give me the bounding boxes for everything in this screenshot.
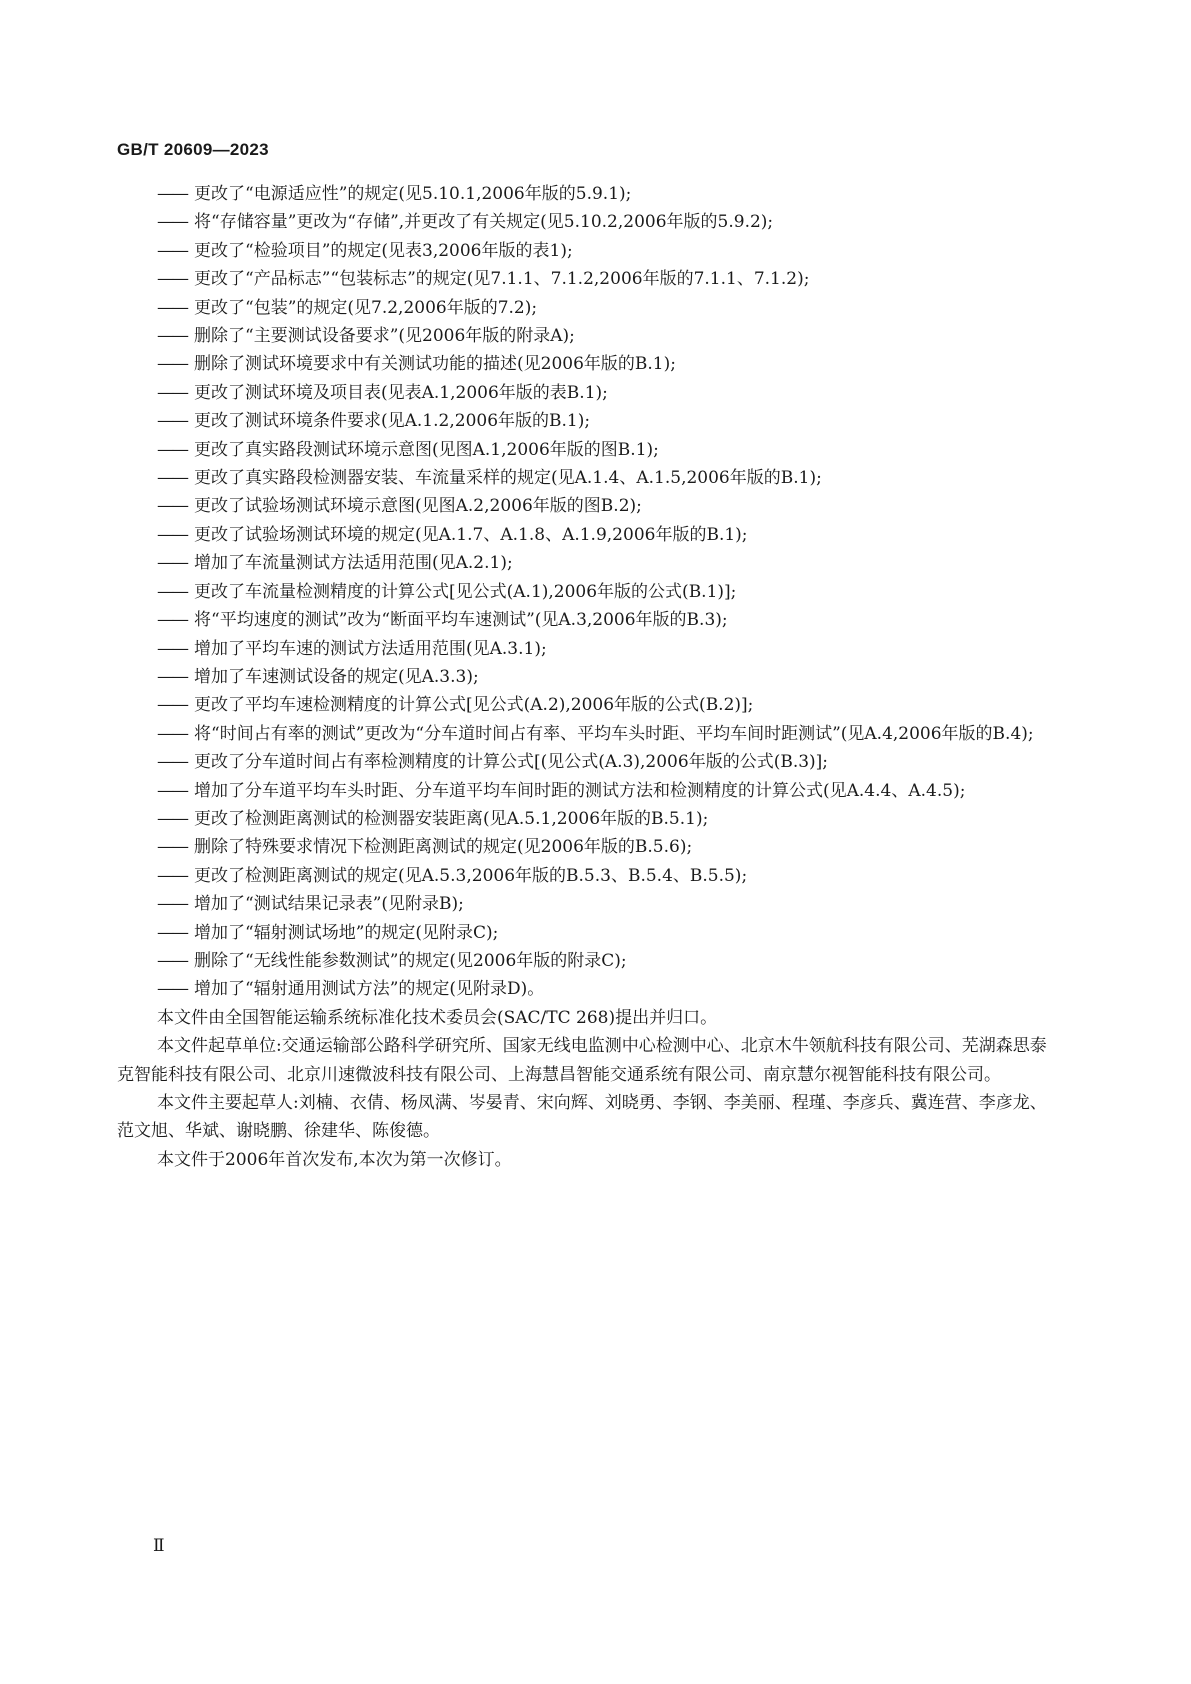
list-item [117, 521, 1059, 549]
dash-marker: —— [157, 865, 187, 886]
dash-marker: —— [157, 326, 187, 347]
dash-marker: —— [157, 950, 187, 971]
dash-marker: —— [157, 524, 187, 545]
change-text: 更改了真实路段测试环境示意图(见图A.1,2006年版的图B.1); [194, 439, 659, 460]
list-item [117, 975, 1059, 1003]
change-text: 将“存储容量”更改为“存储”,并更改了有关规定(见5.10.2,2006年版的5.9.2); [194, 212, 774, 233]
dash-marker: —— [157, 638, 187, 659]
list-item [117, 720, 1059, 748]
list-item [117, 294, 1059, 322]
dash-marker: —— [157, 666, 187, 687]
dash-marker: —— [157, 979, 187, 1000]
drafting-units-paragraph: 本文件起草单位:交通运输部公路科学研究所、国家无线电监测中心检测中心、北京木牛领航科技有限公司、芜湖森思泰克智能科技有限公司、北京川速微波科技有限公司、上海慧昌智能交通系统有限公司、南京慧尔视智能科技有限公司。 [117, 1036, 1047, 1085]
list-item [117, 237, 1059, 265]
dash-marker: —— [157, 240, 187, 261]
dash-marker: —— [157, 808, 187, 829]
drafters-paragraph: 本文件主要起草人:刘楠、衣倩、杨凤满、岑晏青、宋向辉、刘晓勇、李钢、李美丽、程瑾、李彦兵、冀连营、李彦龙、范文旭、华斌、谢晓鹏、徐建华、陈俊德。 [117, 1093, 1047, 1142]
change-text: 更改了车流量检测精度的计算公式[见公式(A.1),2006年版的公式(B.1)]; [194, 581, 737, 602]
change-text: 删除了测试环境要求中有关测试功能的描述(见2006年版的B.1); [194, 354, 676, 375]
dash-marker: —— [157, 439, 187, 460]
list-item [117, 180, 1059, 208]
committee-paragraph: 本文件由全国智能运输系统标准化技术委员会(SAC/TC 268)提出并归口。 [157, 1007, 718, 1028]
change-text: 将“平均速度的测试”改为“断面平均车速测试”(见A.3,2006年版的B.3); [194, 610, 728, 631]
dash-marker: —— [157, 922, 187, 943]
dash-marker: —— [157, 695, 187, 716]
change-text: 更改了分车道时间占有率检测精度的计算公式[(见公式(A.3),2006年版的公式(B.3)]; [194, 752, 829, 773]
dash-marker: —— [157, 894, 187, 915]
change-text: 更改了测试环境及项目表(见表A.1,2006年版的表B.1); [194, 382, 608, 403]
dash-marker: —— [157, 354, 187, 375]
dash-marker: —— [157, 780, 187, 801]
change-text: 增加了“测试结果记录表”(见附录B); [194, 894, 464, 915]
change-text: 更改了“包装”的规定(见7.2,2006年版的7.2); [194, 297, 538, 318]
change-text: 删除了“无线性能参数测试”的规定(见2006年版的附录C); [194, 950, 627, 971]
list-item [117, 777, 1059, 805]
list-item [117, 549, 1059, 577]
list-item [117, 464, 1059, 492]
list-item [117, 578, 1059, 606]
list-item [117, 663, 1059, 691]
dash-marker: —— [157, 468, 187, 489]
changes-list [117, 180, 1059, 1004]
dash-marker: —— [157, 581, 187, 602]
change-text: 更改了“检验项目”的规定(见表3,2006年版的表1); [194, 240, 573, 261]
dash-marker: —— [157, 297, 187, 318]
dash-marker: —— [157, 269, 187, 290]
list-item [117, 635, 1059, 663]
list-item [117, 862, 1059, 890]
change-text: 更改了检测距离测试的规定(见A.5.3,2006年版的B.5.3、B.5.4、B.5.5); [194, 865, 748, 886]
list-item [117, 748, 1059, 776]
change-text: 增加了平均车速的测试方法适用范围(见A.3.1); [194, 638, 547, 659]
dash-marker: —— [157, 382, 187, 403]
change-text: 增加了车速测试设备的规定(见A.3.3); [194, 666, 479, 687]
list-item [117, 265, 1059, 293]
dash-marker: —— [157, 496, 187, 517]
dash-marker: —— [157, 212, 187, 233]
list-item [117, 407, 1059, 435]
change-text: 更改了试验场测试环境示意图(见图A.2,2006年版的图B.2); [194, 496, 642, 517]
change-text: 更改了检测距离测试的检测器安装距离(见A.5.1,2006年版的B.5.1); [194, 808, 709, 829]
dash-marker: —— [157, 752, 187, 773]
dash-marker: —— [157, 553, 187, 574]
change-text: 更改了试验场测试环境的规定(见A.1.7、A.1.8、A.1.9,2006年版的B.1); [194, 524, 748, 545]
dash-marker: —— [157, 184, 187, 204]
list-item [117, 379, 1059, 407]
change-text: 增加了车流量测试方法适用范围(见A.2.1); [194, 553, 513, 574]
change-text: 增加了分车道平均车头时距、分车道平均车间时距的测试方法和检测精度的计算公式(见A.4.4、A.4.5); [194, 780, 966, 801]
change-text: 将“时间占有率的测试”更改为“分车道时间占有率、平均车头时距、平均车间时距测试”(见A.4,2006年版的B.4); [194, 723, 1034, 744]
list-item [117, 208, 1059, 236]
list-item [117, 833, 1059, 861]
list-item [117, 947, 1059, 975]
change-text: 删除了特殊要求情况下检测距离测试的规定(见2006年版的B.5.6); [194, 837, 693, 858]
list-item [117, 350, 1059, 378]
change-text: 删除了“主要测试设备要求”(见2006年版的附录A); [194, 326, 575, 347]
change-text: 更改了“产品标志”“包装标志”的规定(见7.1.1、7.1.2,2006年版的7.1.1、7.1.2); [194, 269, 810, 290]
list-item [117, 322, 1059, 350]
document-body [117, 180, 1059, 1174]
change-text: 更改了平均车速检测精度的计算公式[见公式(A.2),2006年版的公式(B.2)]; [194, 695, 754, 716]
list-item [117, 436, 1059, 464]
publication-history-paragraph: 本文件于2006年首次发布,本次为第一次修订。 [157, 1149, 512, 1170]
list-item [117, 492, 1059, 520]
change-text: 增加了“辐射通用测试方法”的规定(见附录D)。 [194, 979, 545, 1000]
list-item [117, 606, 1059, 634]
dash-marker: —— [157, 723, 187, 744]
dash-marker: —— [157, 411, 187, 432]
change-text: 更改了“电源适应性”的规定(见5.10.1,2006年版的5.9.1); [194, 184, 632, 204]
standard-code: GB/T 20609—2023 [117, 140, 269, 159]
list-item [117, 691, 1059, 719]
dash-marker: —— [157, 610, 187, 631]
change-text: 增加了“辐射测试场地”的规定(见附录C); [194, 922, 499, 943]
list-item [117, 919, 1059, 947]
change-text: 更改了真实路段检测器安装、车流量采样的规定(见A.1.4、A.1.5,2006年版的B.1); [194, 468, 822, 489]
list-item [117, 890, 1059, 918]
dash-marker: —— [157, 837, 187, 858]
list-item [117, 805, 1059, 833]
page-number: Ⅱ [153, 1536, 165, 1556]
change-text: 更改了测试环境条件要求(见A.1.2,2006年版的B.1); [194, 411, 591, 432]
